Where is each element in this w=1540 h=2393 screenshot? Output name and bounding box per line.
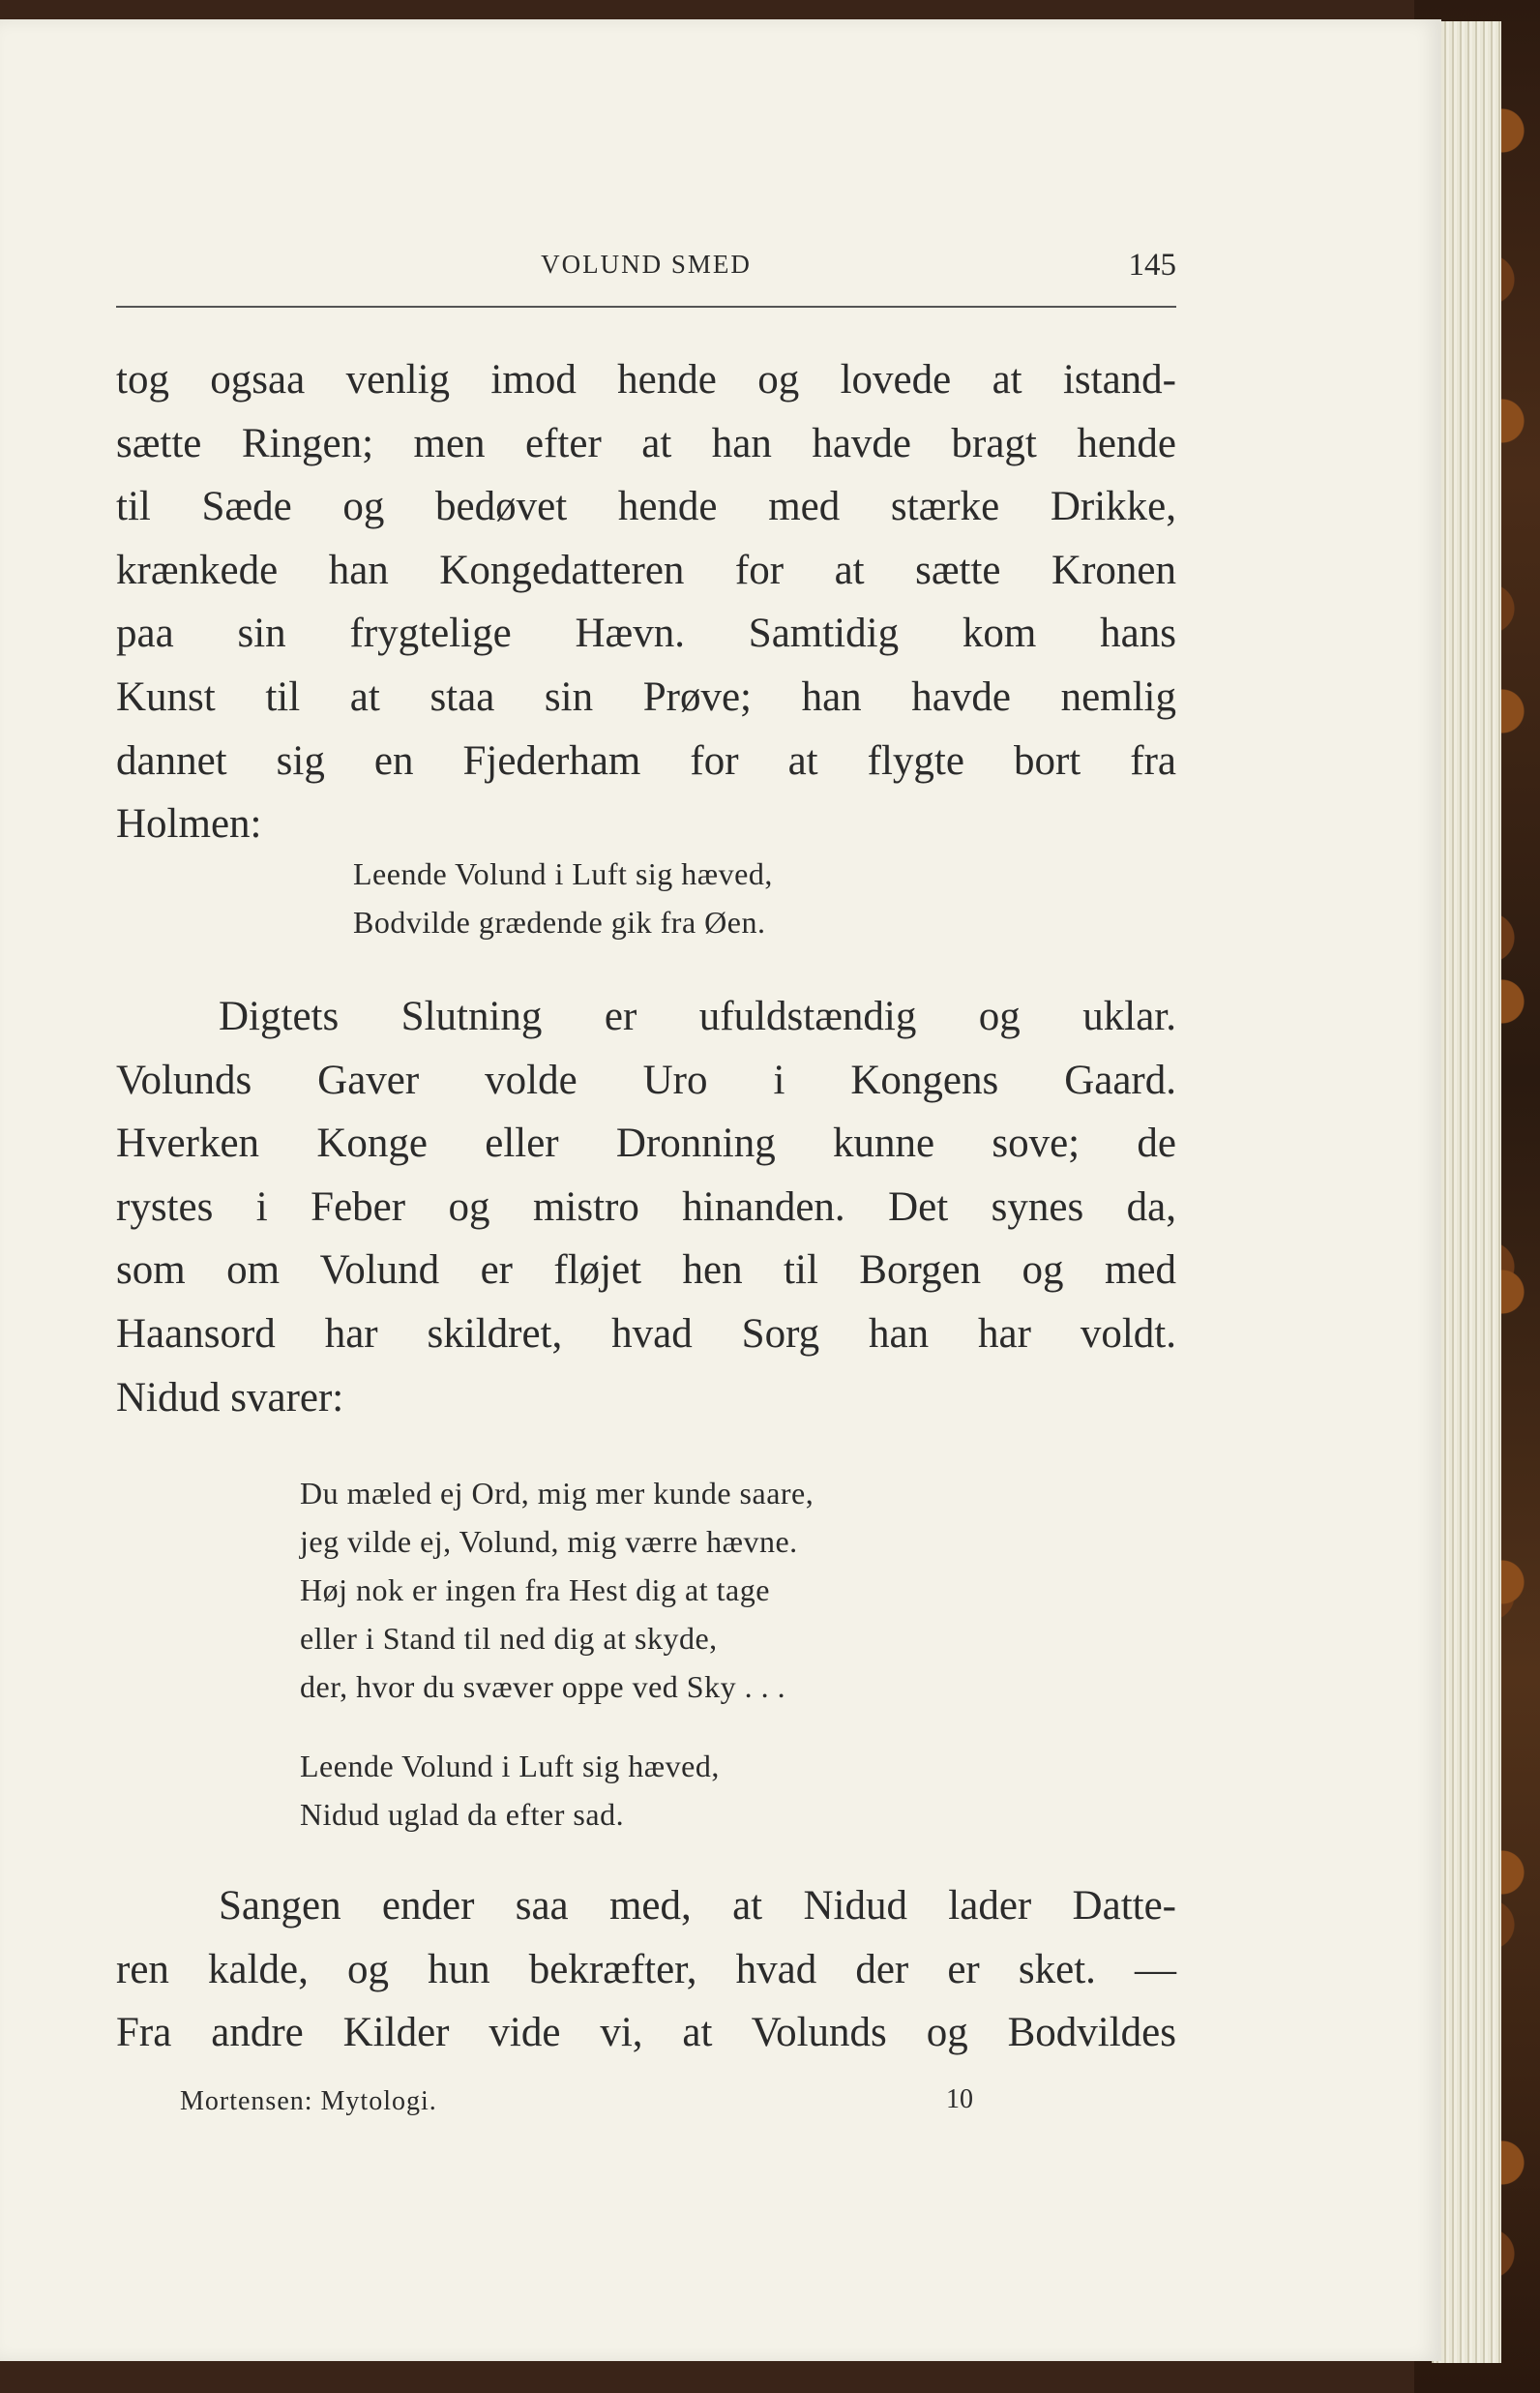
text-line: dannet sig en Fjederham for at flygte bort fra	[116, 737, 1176, 784]
text-line: Sangen ender saa med, at Nidud lader Datte-	[219, 1883, 1176, 1929]
text-line: Fra andre Kilder vide vi, at Volunds og Bodvildes	[116, 2010, 1176, 2056]
text-line: til Sæde og bedøvet hende med stærke Drikke,	[116, 484, 1176, 530]
paragraph-2	[116, 985, 1176, 1429]
text-line: Holmen:	[116, 801, 262, 848]
paragraph-3	[116, 1874, 1176, 2065]
text-line: Digtets Slutning er ufuldstændig og uklar.	[219, 994, 1176, 1039]
header-rule	[116, 306, 1176, 308]
text-line: Nidud svarer:	[116, 1374, 344, 1421]
verse-3	[300, 1742, 720, 1839]
paragraph-1	[116, 348, 1176, 856]
verse-1	[353, 850, 773, 946]
running-head	[116, 250, 1176, 288]
text-line: krænkede han Kongedatteren for at sætte Kronen	[116, 547, 1176, 593]
footer-source: Mortensen: Mytologi.	[180, 2086, 437, 2116]
text-line: Hverken Konge eller Dronning kunne sove; de	[116, 1121, 1176, 1167]
page-number: 145	[1128, 248, 1176, 283]
text-line: tog ogsaa venlig imod hende og lovede at istand-	[116, 357, 1176, 403]
verse-2	[300, 1469, 814, 1711]
text-line: ren kalde, og hun bekræfter, hvad der er sket. —	[116, 1946, 1176, 1992]
text-line: paa sin frygtelige Hævn. Samtidig kom hans	[116, 611, 1176, 657]
verse-line: der, hvor du svæver oppe ved Sky . . .	[300, 1669, 786, 1704]
verse-line: eller i Stand til ned dig at skyde,	[300, 1621, 718, 1656]
text-line: rystes i Feber og mistro hinanden. Det synes da,	[116, 1183, 1176, 1230]
text-line: Kunst til at staa sin Prøve; han havde nemlig	[116, 673, 1176, 720]
verse-line: Høj nok er ingen fra Hest dig at tage	[300, 1572, 770, 1607]
verse-line: Nidud uglad da efter sad.	[300, 1797, 625, 1832]
text-line: som om Volund er fløjet hen til Borgen og med	[116, 1247, 1176, 1294]
running-title: VOLUND SMED	[541, 250, 752, 279]
footer-signature: 10	[946, 2084, 973, 2114]
verse-line: Leende Volund i Luft sig hæved,	[353, 856, 773, 891]
page-edges	[1432, 21, 1501, 2363]
book-page	[0, 19, 1441, 2361]
verse-line: Du mæled ej Ord, mig mer kunde saare,	[300, 1476, 814, 1511]
verse-line: Bodvilde grædende gik fra Øen.	[353, 905, 766, 940]
text-line: Volunds Gaver volde Uro i Kongens Gaard.	[116, 1057, 1176, 1103]
verse-line: jeg vilde ej, Volund, mig værre hævne.	[300, 1524, 798, 1559]
text-line: sætte Ringen; men efter at han havde bragt hende	[116, 420, 1176, 466]
text-line: Haansord har skildret, hvad Sorg han har voldt.	[116, 1310, 1176, 1357]
verse-line: Leende Volund i Luft sig hæved,	[300, 1749, 720, 1783]
